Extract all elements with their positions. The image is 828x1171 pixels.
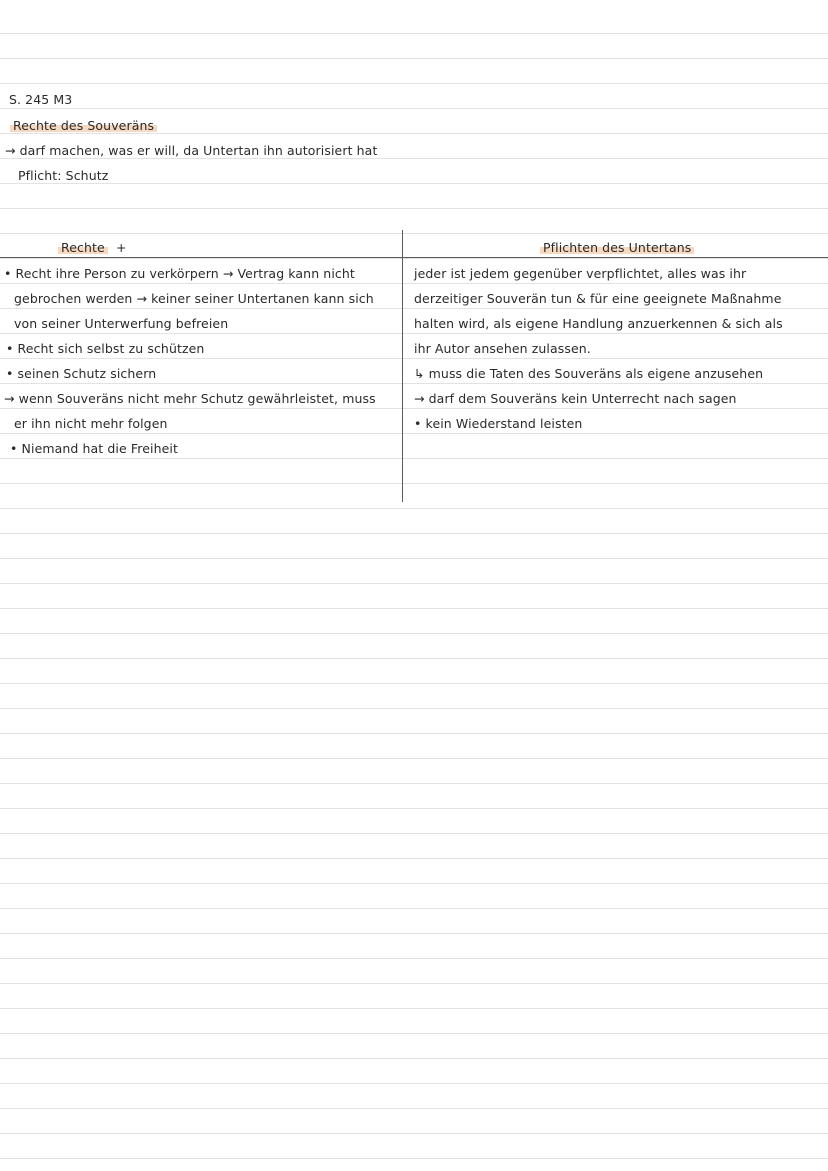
right-line: ihr Autor ansehen zulassen. <box>414 341 591 356</box>
note-line-duty: Pflicht: Schutz <box>18 168 109 183</box>
right-column-header-text: Pflichten des Untertans <box>540 240 694 255</box>
table-header-rule <box>0 257 828 258</box>
left-line: gebrochen werden → keiner seiner Untertanen kann sich <box>14 291 374 306</box>
left-line: • seinen Schutz sichern <box>6 366 157 381</box>
left-column-header <box>58 240 127 256</box>
plus-mark: + <box>115 240 127 255</box>
table-divider <box>402 230 403 502</box>
section-title-text: Rechte des Souveräns <box>10 118 157 133</box>
page-reference: S. 245 M3 <box>9 92 73 107</box>
right-line: ↳ muss die Taten des Souveräns als eigene anzusehen <box>414 366 764 381</box>
left-line: → wenn Souveräns nicht mehr Schutz gewährleistet, muss <box>4 391 376 406</box>
left-column-header-text: Rechte <box>58 240 108 255</box>
right-line: jeder ist jedem gegenüber verpflichtet, alles was ihr <box>414 266 747 281</box>
left-line: • Niemand hat die Freiheit <box>10 441 178 456</box>
right-column-header <box>540 240 694 256</box>
right-line: halten wird, als eigene Handlung anzuerkennen & sich als <box>414 316 783 331</box>
left-line: • Recht ihre Person zu verkörpern → Vertrag kann nicht <box>4 266 355 281</box>
section-title <box>10 118 157 134</box>
left-line: von seiner Unterwerfung befreien <box>14 316 229 331</box>
note-line-rights: → darf machen, was er will, da Untertan ihn autorisiert hat <box>5 143 378 158</box>
right-line: → darf dem Souveräns kein Unterrecht nach sagen <box>414 391 737 406</box>
right-line: • kein Wiederstand leisten <box>414 416 583 431</box>
right-line: derzeitiger Souverän tun & für eine geeignete Maßnahme <box>414 291 782 306</box>
left-line: • Recht sich selbst zu schützen <box>6 341 205 356</box>
left-line: er ihn nicht mehr folgen <box>14 416 168 431</box>
